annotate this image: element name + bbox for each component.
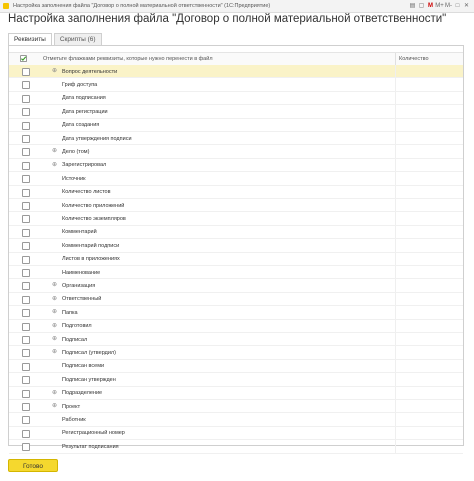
quantity-cell xyxy=(395,413,396,425)
quantity-cell xyxy=(395,387,396,399)
table-row[interactable] xyxy=(9,92,463,105)
column-header-requisite: Отметьте флажками реквизиты, которые нужно перенести в файл xyxy=(43,56,213,62)
table-row[interactable] xyxy=(9,440,463,453)
quantity-cell xyxy=(395,119,396,131)
quantity-cell xyxy=(395,320,396,332)
table-row[interactable] xyxy=(9,132,463,145)
quantity-cell xyxy=(395,65,396,77)
expand-icon[interactable]: ⊕ xyxy=(52,349,58,356)
row-label: Источник xyxy=(62,175,86,182)
row-checkbox[interactable] xyxy=(22,430,30,438)
quantity-cell xyxy=(395,373,396,385)
table-row[interactable] xyxy=(9,427,463,440)
row-label: Регистрационный номер xyxy=(62,430,125,437)
table-row[interactable] xyxy=(9,145,463,158)
row-checkbox[interactable] xyxy=(22,189,30,197)
close-icon[interactable]: ✕ xyxy=(463,3,470,9)
memory-minus-icon[interactable]: M- xyxy=(445,3,452,9)
quantity-cell xyxy=(395,293,396,305)
row-checkbox[interactable] xyxy=(22,269,30,277)
row-checkbox[interactable] xyxy=(22,68,30,76)
requisites-table xyxy=(8,45,464,450)
table-row[interactable] xyxy=(9,199,463,212)
memory-plus-icon[interactable]: M+ xyxy=(435,3,444,9)
row-label: Зарегистрировал xyxy=(62,162,107,169)
table-row[interactable] xyxy=(9,78,463,91)
table-row[interactable] xyxy=(9,320,463,333)
row-label: Подписал (утвердил) xyxy=(62,349,116,356)
table-row[interactable] xyxy=(9,226,463,239)
row-label: Количество приложений xyxy=(62,202,125,209)
expand-icon[interactable]: ⊕ xyxy=(52,148,58,155)
row-label: Подразделение xyxy=(62,390,103,397)
quantity-cell xyxy=(395,105,396,117)
table-row[interactable] xyxy=(9,387,463,400)
row-label: Папка xyxy=(62,309,78,316)
table-row[interactable] xyxy=(9,253,463,266)
row-label: Работник xyxy=(62,416,86,423)
row-checkbox[interactable] xyxy=(22,282,30,290)
column-header-quantity: Количество xyxy=(399,56,429,62)
table-row[interactable] xyxy=(9,346,463,359)
row-label: Подписан утвержден xyxy=(62,376,116,383)
quantity-cell xyxy=(395,306,396,318)
row-checkbox[interactable] xyxy=(22,122,30,130)
menu-icon[interactable]: ▤ xyxy=(409,3,416,9)
row-label: Организация xyxy=(62,282,96,289)
row-checkbox[interactable] xyxy=(22,108,30,116)
quantity-cell xyxy=(395,159,396,171)
tab-bar xyxy=(8,33,104,45)
table-row[interactable] xyxy=(9,212,463,225)
window-title: Настройка заполнения файла "Договор о полной материальной ответственности" (1С:Предприятие) xyxy=(13,3,271,9)
table-row[interactable] xyxy=(9,306,463,319)
memory-icon[interactable]: M xyxy=(428,3,433,9)
table-row[interactable] xyxy=(9,266,463,279)
expand-icon[interactable]: ⊕ xyxy=(52,403,58,409)
row-checkbox[interactable] xyxy=(22,175,30,183)
expand-icon[interactable]: ⊕ xyxy=(52,295,58,302)
row-label: Гриф доступа xyxy=(62,81,98,88)
row-label: Дата регистрации xyxy=(62,108,108,115)
table-row[interactable] xyxy=(9,333,463,346)
row-label: Подписан всеми xyxy=(62,363,105,370)
row-checkbox[interactable] xyxy=(22,336,30,344)
row-checkbox[interactable] xyxy=(22,215,30,223)
row-checkbox[interactable] xyxy=(22,376,30,384)
quantity-cell xyxy=(395,253,396,265)
row-checkbox[interactable] xyxy=(22,390,30,398)
quantity-cell xyxy=(395,199,396,211)
table-row[interactable] xyxy=(9,159,463,172)
expand-icon[interactable]: ⊕ xyxy=(52,336,58,342)
window-titlebar xyxy=(0,0,474,13)
expand-icon[interactable]: ⊕ xyxy=(52,161,58,168)
table-header xyxy=(9,52,463,66)
quantity-cell xyxy=(395,239,396,251)
quantity-cell xyxy=(395,400,396,412)
quantity-cell xyxy=(395,427,396,439)
quantity-cell xyxy=(395,132,396,144)
table-row[interactable] xyxy=(9,65,463,78)
table-row[interactable] xyxy=(9,172,463,185)
done-button[interactable]: Готово xyxy=(8,459,58,472)
quantity-cell xyxy=(395,226,396,238)
quantity-cell xyxy=(395,92,396,104)
row-checkbox[interactable] xyxy=(22,162,30,170)
maximize-icon[interactable]: □ xyxy=(455,3,460,9)
quantity-cell xyxy=(395,78,396,90)
table-row[interactable] xyxy=(9,119,463,132)
column-divider xyxy=(395,53,396,65)
row-label: Количество листов xyxy=(62,189,111,196)
row-label: Дата создания xyxy=(62,122,100,129)
row-label: Дата утверждения подписи xyxy=(62,135,132,142)
row-checkbox[interactable] xyxy=(22,296,30,304)
restore-icon[interactable]: ▢ xyxy=(418,3,425,9)
expand-icon[interactable]: ⊕ xyxy=(52,68,58,74)
tab-requisites[interactable]: Реквизиты xyxy=(8,33,52,46)
row-label: Комментарий xyxy=(62,229,97,236)
expand-icon[interactable]: ⊕ xyxy=(52,282,58,289)
quantity-cell xyxy=(395,186,396,198)
quantity-cell xyxy=(395,360,396,372)
row-checkbox[interactable] xyxy=(22,242,30,250)
row-label: Результат подписания xyxy=(62,443,119,450)
row-label: Листов в приложениях xyxy=(62,256,120,263)
row-checkbox[interactable] xyxy=(22,349,30,357)
quantity-cell xyxy=(395,266,396,278)
app-logo-icon xyxy=(3,3,9,9)
table-row[interactable] xyxy=(9,105,463,118)
quantity-cell xyxy=(395,346,396,358)
row-checkbox[interactable] xyxy=(22,323,30,331)
row-checkbox[interactable] xyxy=(22,416,30,424)
quantity-cell xyxy=(395,172,396,184)
dialog-title: Настройка заполнения файла "Договор о полной материальной ответственности" xyxy=(8,13,447,25)
expand-icon[interactable]: ⊕ xyxy=(52,309,58,316)
quantity-cell xyxy=(395,333,396,345)
table-row[interactable] xyxy=(9,360,463,373)
quantity-cell xyxy=(395,212,396,224)
row-label: Наименование xyxy=(62,269,101,276)
expand-icon[interactable]: ⊕ xyxy=(52,322,58,329)
quantity-cell xyxy=(395,279,396,291)
row-checkbox[interactable] xyxy=(22,309,30,317)
table-row[interactable] xyxy=(9,239,463,252)
expand-icon[interactable]: ⊕ xyxy=(52,389,58,396)
row-checkbox[interactable] xyxy=(22,148,30,156)
row-checkbox[interactable] xyxy=(22,229,30,237)
table-row[interactable] xyxy=(9,373,463,386)
quantity-cell xyxy=(395,440,396,452)
row-label: Проект xyxy=(62,403,81,410)
row-label: Ответственный xyxy=(62,296,102,303)
tab-scripts[interactable]: Скрипты (6) xyxy=(54,33,102,45)
check-all-icon[interactable] xyxy=(20,55,27,62)
window-controls xyxy=(408,2,471,10)
table-row[interactable] xyxy=(9,186,463,199)
row-checkbox[interactable] xyxy=(22,363,30,371)
row-label: Подготовил xyxy=(62,323,92,330)
row-checkbox[interactable] xyxy=(22,443,30,451)
row-label: Вопрос деятельности xyxy=(62,68,118,75)
table-row[interactable] xyxy=(9,400,463,413)
table-row[interactable] xyxy=(9,413,463,426)
row-checkbox[interactable] xyxy=(22,403,30,411)
table-row[interactable] xyxy=(9,293,463,306)
row-label: Дело (том) xyxy=(62,148,90,155)
row-label: Комментарий подписи xyxy=(62,242,120,249)
quantity-cell xyxy=(395,145,396,157)
row-label: Количество экземпляров xyxy=(62,215,126,222)
row-checkbox[interactable] xyxy=(22,81,30,89)
table-row[interactable] xyxy=(9,279,463,292)
row-checkbox[interactable] xyxy=(22,135,30,143)
row-checkbox[interactable] xyxy=(22,95,30,103)
row-checkbox[interactable] xyxy=(22,202,30,210)
row-label: Подписал xyxy=(62,336,88,343)
row-label: Дата подписания xyxy=(62,95,106,102)
row-checkbox[interactable] xyxy=(22,256,30,264)
